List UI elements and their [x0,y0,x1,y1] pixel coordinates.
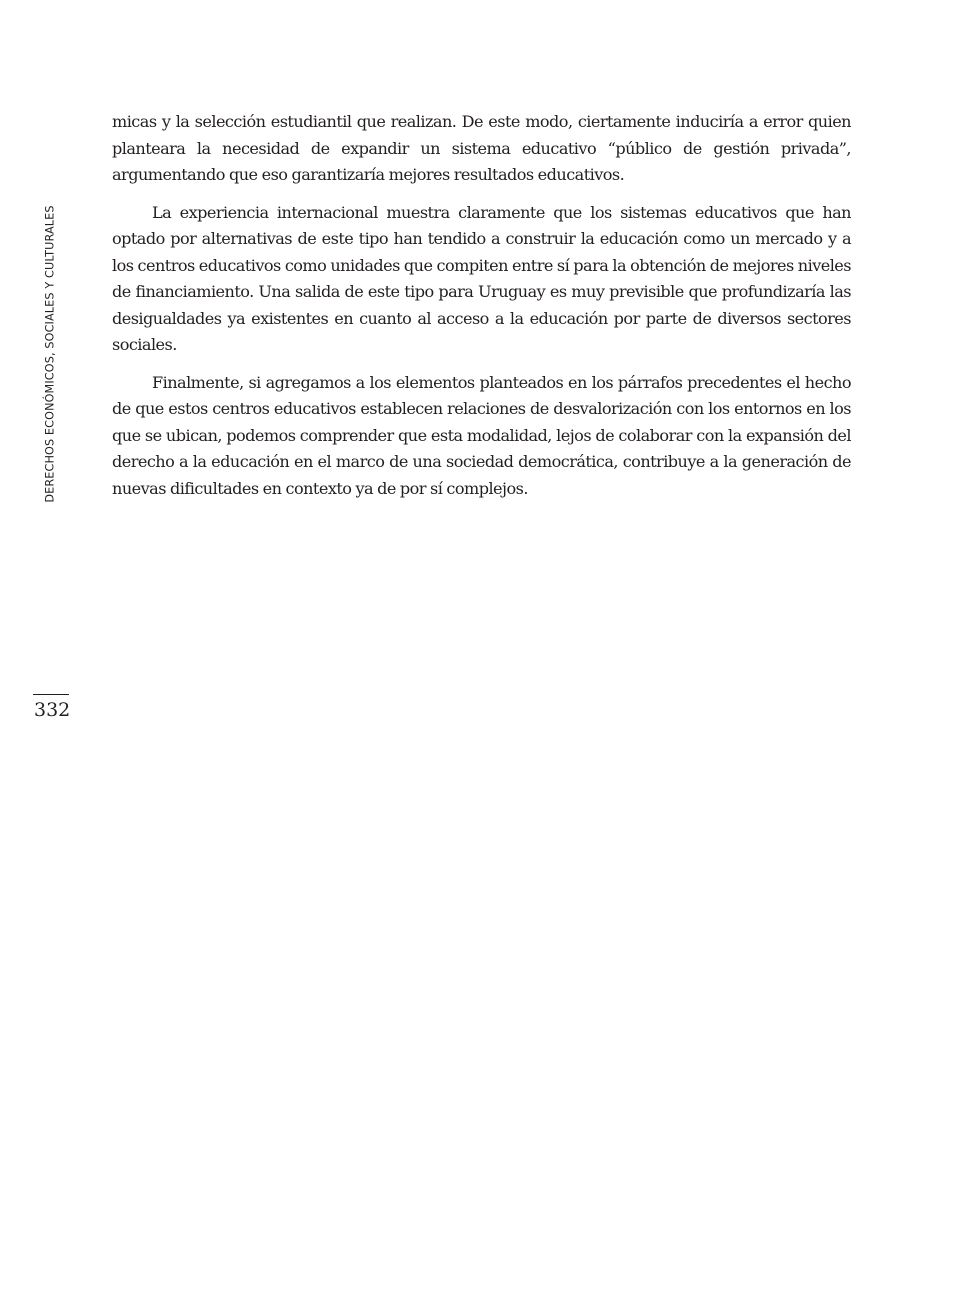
running-head [40,196,60,512]
body-text [112,109,851,513]
paragraph: micas y la selección estudiantil que realizan. De este modo, ciertamente induciría a error quien planteara la necesidad de expandir un sistema educativo “público de gestión privada”, argumentando que eso garantizaría mejores resultados educativos. [112,112,851,184]
running-head-text: DERECHOS ECONÓMICOS, SOCIALES Y CULTURALES [43,205,57,503]
page-number: 332 [34,699,71,721]
page-number-rule [33,694,69,695]
paragraph: Finalmente, si agregamos a los elementos planteados en los párrafos precedentes el hecho de que estos centros educativos establecen relaciones de desvalorización con los entornos en los que se ubican, podemos comprender que esta modalidad, lejos de colaborar con la expansión del derecho a la educación en el marco de una sociedad democrática, contribuye a la generación de nuevas dificultades en contexto ya de por sí complejos. [112,372,851,498]
paragraph: La experiencia internacional muestra claramente que los sistemas educativos que han optado por alternativas de este tipo han tendido a construir la educación como un mercado y a los centros educativos como unidades que compiten entre sí para la obtención de mejores niveles de financiamiento. Una salida de este tipo para Uruguay es muy previsible que profundizaría las desigualdades ya existentes en cuanto al acceso a la educación por parte de diversos sectores sociales. [112,202,851,354]
